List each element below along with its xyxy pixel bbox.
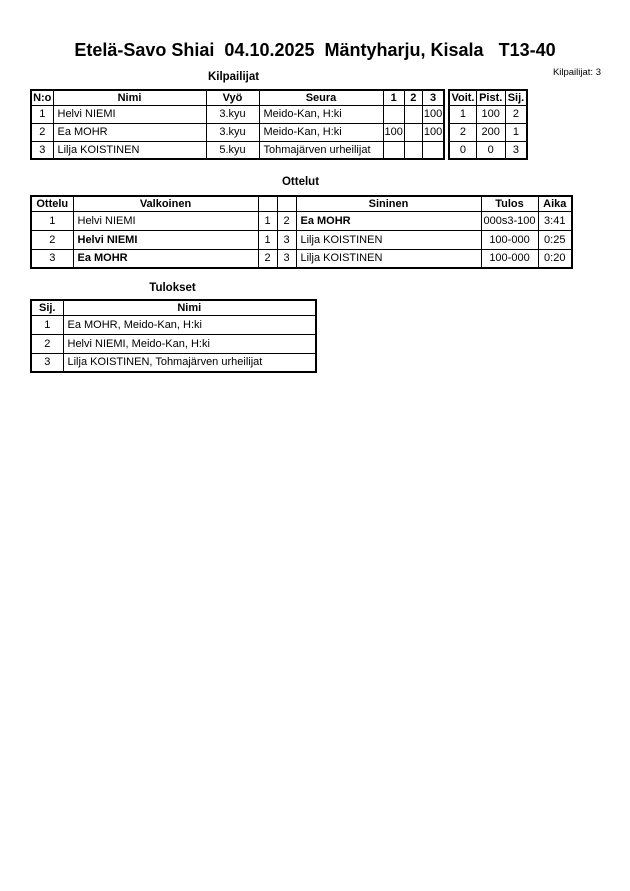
cell-ottelu: 3 [31,249,73,268]
kilpailijat-main-table [30,89,445,160]
cell-sininen: Ea MOHR [296,211,481,230]
ottelut-heading: Ottelut [281,176,320,188]
tulokset-table-block [30,299,317,373]
cell-sij: 2 [505,105,527,123]
ottelut-table-block [30,195,573,269]
kilpailijat-score-table [448,89,528,160]
cell-sij: 3 [505,141,527,159]
ottelut-header-row [31,196,572,211]
col-white-no [258,196,277,211]
table-row [31,123,444,141]
cell-no: 1 [31,105,53,123]
cell-m2 [404,105,422,123]
table-row [31,141,444,159]
col-voit: Voit. [449,90,476,105]
cell-vyo: 5.kyu [206,141,259,159]
cell-ottelu: 2 [31,230,73,249]
col-sij: Sij. [505,90,527,105]
cell-sij: 3 [31,353,63,372]
cell-vyo: 3.kyu [206,123,259,141]
cell-voit: 1 [449,105,476,123]
cell-white-no: 1 [258,211,277,230]
page-title: Etelä-Savo Shiai 04.10.2025 Mäntyharju, Kisala T13-40 [74,40,556,60]
table-row [449,141,527,159]
cell-tulos: 100-000 [481,230,538,249]
cell-valkoinen: Helvi NIEMI [73,211,258,230]
kilpailijat-heading: Kilpailijat [207,71,260,83]
col-seura: Seura [259,90,383,105]
tulokset-header-row [31,300,316,315]
cell-m1: 100 [383,123,404,141]
table-row [31,315,316,334]
ottelut-table [30,195,573,269]
col-vyo: Vyö [206,90,259,105]
cell-m2 [404,141,422,159]
table-row [31,334,316,353]
cell-sininen: Lilja KOISTINEN [296,230,481,249]
table-row [31,230,572,249]
table-row [31,105,444,123]
cell-m3 [422,141,444,159]
cell-white-no: 2 [258,249,277,268]
col-nimi: Nimi [63,300,316,315]
cell-no: 2 [31,123,53,141]
cell-m3: 100 [422,123,444,141]
col-ottelu: Ottelu [31,196,73,211]
col-nimi: Nimi [53,90,206,105]
cell-white-no: 1 [258,230,277,249]
competitor-count-note: Kilpailijat: 3 [552,67,601,78]
cell-sij: 1 [31,315,63,334]
cell-voit: 0 [449,141,476,159]
cell-tulos: 000s3-100 [481,211,538,230]
cell-nimi: Lilja KOISTINEN [53,141,206,159]
cell-ottelu: 1 [31,211,73,230]
col-m3: 3 [422,90,444,105]
cell-nimi: Helvi NIEMI, Meido-Kan, H:ki [63,334,316,353]
cell-m1 [383,141,404,159]
cell-tulos: 100-000 [481,249,538,268]
cell-vyo: 3.kyu [206,105,259,123]
col-valkoinen: Valkoinen [73,196,258,211]
cell-no: 3 [31,141,53,159]
table-row [31,353,316,372]
col-m2: 2 [404,90,422,105]
cell-sij: 2 [31,334,63,353]
col-no: N:o [31,90,53,105]
cell-blue-no: 3 [277,230,296,249]
col-aika: Aika [538,196,572,211]
cell-nimi: Helvi NIEMI [53,105,206,123]
cell-aika: 0:25 [538,230,572,249]
cell-valkoinen: Ea MOHR [73,249,258,268]
kilpailijat-header-row [31,90,444,105]
cell-seura: Meido-Kan, H:ki [259,123,383,141]
cell-m1 [383,105,404,123]
tulokset-heading: Tulokset [149,282,196,294]
table-row [31,249,572,268]
col-blue-no [277,196,296,211]
tulokset-table [30,299,317,373]
cell-nimi: Ea MOHR [53,123,206,141]
cell-aika: 3:41 [538,211,572,230]
cell-pist: 200 [476,123,505,141]
kilpailijat-table-block [30,89,528,160]
cell-valkoinen: Helvi NIEMI [73,230,258,249]
col-sij: Sij. [31,300,63,315]
table-row [449,105,527,123]
score-header-row [449,90,527,105]
col-sininen: Sininen [296,196,481,211]
cell-pist: 100 [476,105,505,123]
cell-voit: 2 [449,123,476,141]
cell-sininen: Lilja KOISTINEN [296,249,481,268]
cell-seura: Tohmajärven urheilijat [259,141,383,159]
cell-sij: 1 [505,123,527,141]
cell-nimi: Lilja KOISTINEN, Tohmajärven urheilijat [63,353,316,372]
col-pist: Pist. [476,90,505,105]
cell-m2 [404,123,422,141]
cell-seura: Meido-Kan, H:ki [259,105,383,123]
col-m1: 1 [383,90,404,105]
table-row [449,123,527,141]
cell-pist: 0 [476,141,505,159]
col-tulos: Tulos [481,196,538,211]
cell-blue-no: 3 [277,249,296,268]
cell-aika: 0:20 [538,249,572,268]
cell-nimi: Ea MOHR, Meido-Kan, H:ki [63,315,316,334]
cell-blue-no: 2 [277,211,296,230]
table-row [31,211,572,230]
cell-m3: 100 [422,105,444,123]
